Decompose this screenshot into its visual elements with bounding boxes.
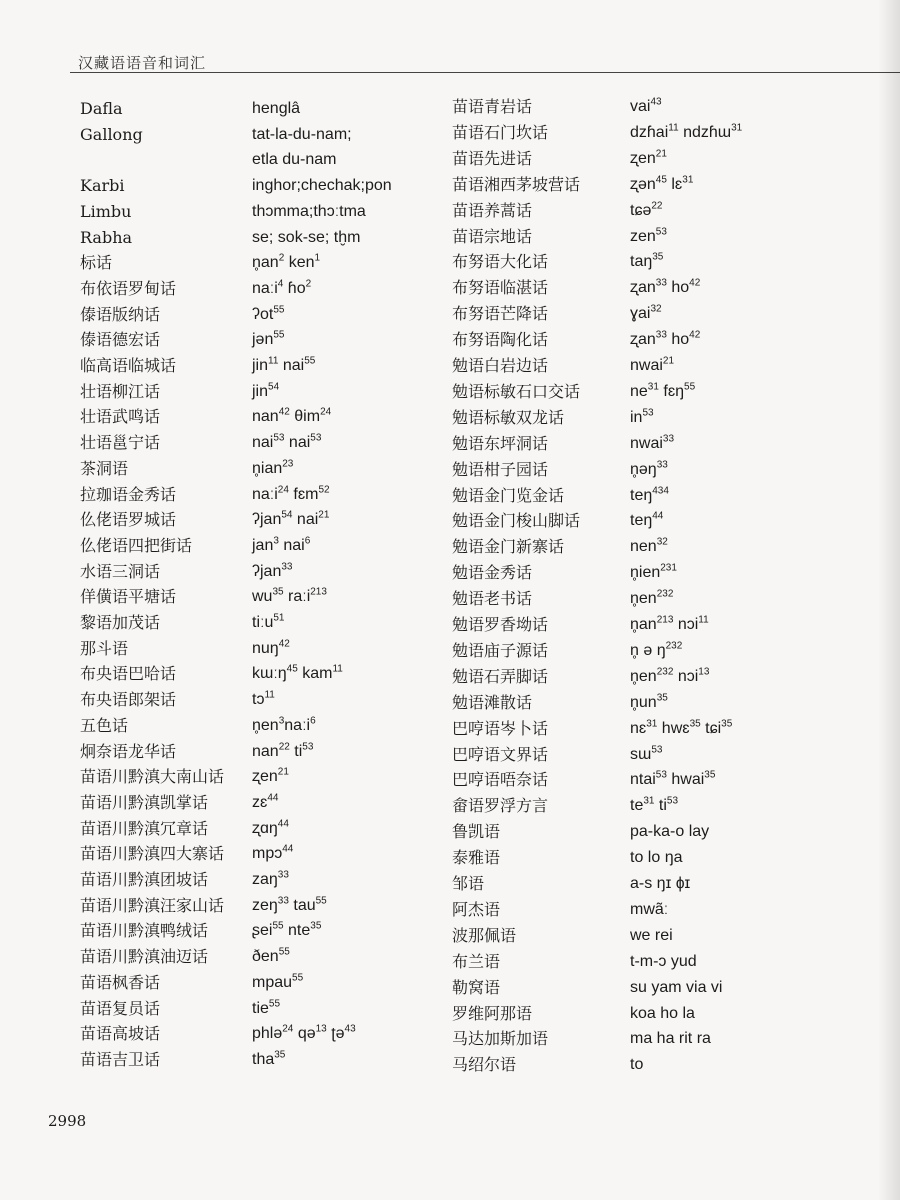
language-name: 勉语金门梭山脚话 xyxy=(452,511,581,531)
language-name: 马绍尔语 xyxy=(452,1055,517,1075)
word-form: $n̥an^2$ ken$^1$ xyxy=(252,252,321,272)
word-form: $te^{31}$ $ti^{53}$ xyxy=(630,795,679,815)
word-form: we rei xyxy=(630,926,673,944)
word-form: nwai$^{33}$ xyxy=(630,433,675,452)
language-name: 临高语临城话 xyxy=(80,356,177,375)
language-name: 波那佩语 xyxy=(452,925,517,945)
language-name: 苗语青岩话 xyxy=(452,97,533,116)
word-form: n̥əŋ$^{33}$ xyxy=(630,459,668,478)
word-form: su yam via vi xyxy=(630,978,723,996)
word-form: mpau$^{55}$ xyxy=(252,972,304,991)
page-edge-shadow xyxy=(878,0,900,1200)
language-name: 勉语东坪洞话 xyxy=(452,433,549,453)
word-form: naːi$^{24}$ fɛm$^{52}$ xyxy=(252,484,330,503)
language-name: 布央语郎架话 xyxy=(80,690,177,710)
language-name: 勉语滩散话 xyxy=(452,692,533,712)
word-form: nuŋ$^{42}$ xyxy=(252,638,290,657)
language-name: 仫佬语罗城话 xyxy=(80,510,177,530)
word-form: ma ha rit ra xyxy=(630,1030,711,1048)
language-name: 傣语版纳话 xyxy=(80,304,161,324)
language-name: 勉语罗香坳话 xyxy=(452,615,549,634)
word-form: tat-la-du-nam; xyxy=(252,125,352,143)
page-number: 2998 xyxy=(48,1112,87,1130)
language-name: 苗语养蒿话 xyxy=(452,200,533,220)
language-name: 布努语陶化话 xyxy=(452,330,549,350)
word-form: tɕə$^{22}$ xyxy=(630,200,663,219)
language-name: 布努语临湛话 xyxy=(452,278,549,298)
language-name: 勉语白岩边话 xyxy=(452,356,549,375)
language-name: 勉语石弄脚话 xyxy=(452,666,549,686)
word-form: ʐen$^{21}$ xyxy=(630,148,667,167)
language-name: 勉语老书话 xyxy=(452,589,533,609)
language-name: 勉语金门览金话 xyxy=(452,485,565,505)
word-form: etla du-nam xyxy=(252,151,337,169)
language-name: 苗语石门坎话 xyxy=(452,122,549,142)
word-form: ʔjan$^{54}$ nai$^{21}$ xyxy=(252,509,330,529)
language-name: 苗语川黔滇汪家山话 xyxy=(80,895,225,915)
word-form: henglâ xyxy=(252,100,301,117)
word-form: $n̥en^3naːi^6$ xyxy=(252,715,316,734)
word-form: zeŋ$^{33}$ tau$^{55}$ xyxy=(252,895,327,914)
header-rule xyxy=(70,72,900,73)
word-form: to xyxy=(630,1056,644,1074)
word-form: jan$^3$ nai$^6$ xyxy=(252,535,311,554)
language-name: 巴哼语文界话 xyxy=(452,744,549,764)
running-header: 汉藏语语音和词汇 xyxy=(78,54,207,72)
word-form: ʔot$^{55}$ xyxy=(252,304,285,323)
language-name: 布央语巴哈话 xyxy=(80,664,177,684)
word-form: thɔmma;thɔːtma xyxy=(252,202,366,220)
word-form: $in^{53}$ xyxy=(630,407,654,426)
word-form: jin$^{54}$ xyxy=(252,381,280,400)
language-name: 壮语柳江话 xyxy=(80,381,161,401)
language-name: 苗语吉卫话 xyxy=(80,1049,161,1069)
language-name: 那斗语 xyxy=(80,638,129,658)
language-name: 壮语邕宁话 xyxy=(80,433,161,453)
language-name: 黎语加茂话 xyxy=(80,613,161,632)
word-form: ʐɑŋ$^{44}$ xyxy=(252,818,289,837)
language-name: 苗语川黔滇鸭绒话 xyxy=(80,921,209,941)
word-form: nan$^{42}$ θim$^{24}$ xyxy=(252,407,332,426)
language-name: 苗语高坡话 xyxy=(80,1024,161,1044)
language-name: 罗维阿那语 xyxy=(452,1003,533,1023)
word-form: teŋ$^{44}$ xyxy=(630,511,664,530)
word-form: $n̥en^{232}$ nɔi$^{13}$ xyxy=(630,666,710,685)
word-form: $wu^{35}$ raːi$^{213}$ xyxy=(252,586,327,606)
word-form: ʔjan$^{33}$ xyxy=(252,561,293,580)
word-form: t-m-ɔ yud xyxy=(630,952,697,970)
word-form: $n̥un^{35}$ xyxy=(630,692,668,711)
language-name: 泰雅语 xyxy=(452,848,501,868)
word-form: zaŋ$^{33}$ xyxy=(252,869,289,888)
word-form: n̥ien$^{231}$ xyxy=(630,562,677,582)
word-form: jin$^{11}$ nai$^{55}$ xyxy=(252,355,316,374)
language-name: 拉珈语金秀话 xyxy=(80,484,177,504)
word-form: $n̥an^{213}$ nɔi$^{11}$ xyxy=(630,614,709,633)
language-name: 勉语金秀话 xyxy=(452,563,533,583)
language-name: 标话 xyxy=(80,253,113,273)
language-name: Limbu xyxy=(80,201,132,221)
word-form: ðen$^{55}$ xyxy=(252,946,290,966)
language-name: 壮语武鸣话 xyxy=(80,407,161,427)
language-name: 勉语庙子源话 xyxy=(452,640,549,660)
word-form: nwai$^{21}$ xyxy=(630,355,675,374)
language-name: 苗语宗地话 xyxy=(452,226,533,246)
language-name: 苗语川黔滇大南山话 xyxy=(80,767,225,787)
word-form: pa-ka-o lay xyxy=(630,823,710,841)
language-name: 鲁凯语 xyxy=(452,822,501,842)
word-form: ntai$^{53}$ hwai$^{35}$ xyxy=(630,770,716,789)
word-form: n̥ ə $ŋ^{232}$ xyxy=(630,640,683,659)
language-name: Dafla xyxy=(80,99,123,118)
word-form: zɛ$^{44}$ xyxy=(252,792,279,811)
word-form: tiːu$^{51}$ xyxy=(252,612,285,631)
language-name: 傣语德宏话 xyxy=(80,330,161,350)
word-form: ʂei$^{55}$ nte$^{35}$ xyxy=(252,921,322,940)
word-form: taŋ$^{35}$ xyxy=(630,252,664,271)
word-form: ɣai$^{32}$ xyxy=(630,303,662,323)
word-form: tɔ$^{11}$ xyxy=(252,689,275,709)
word-form: ʐen$^{21}$ xyxy=(252,766,289,786)
word-form: tie$^{55}$ xyxy=(252,998,281,1017)
language-name: Rabha xyxy=(80,227,133,247)
language-name: 苗语川黔滇团坡话 xyxy=(80,870,209,889)
word-form: vai$^{43}$ xyxy=(630,96,662,115)
word-form: ʐan$^{33}$ $ho^{42}$ xyxy=(630,329,701,349)
word-form: jən$^{55}$ xyxy=(252,329,285,349)
language-name: 苗语川黔滇四大寨话 xyxy=(80,844,225,864)
word-form: nai$^{53}$ nai$^{53}$ xyxy=(252,432,322,452)
language-name: 五色话 xyxy=(80,715,129,735)
language-name: 仫佬语四把街话 xyxy=(80,535,193,555)
language-name: 畲语罗浮方言 xyxy=(452,796,549,816)
word-form: n̥ian$^{23}$ xyxy=(252,458,294,477)
language-name: 布努语大化话 xyxy=(452,252,549,272)
language-name: 勉语标敏双龙话 xyxy=(452,407,565,427)
word-form: zen$^{53}$ xyxy=(630,226,667,245)
language-name: 巴哼语唔奈话 xyxy=(452,770,549,790)
language-name: 苗语川黔滇冗章话 xyxy=(80,818,209,838)
word-form: nan$^{22}$ $ti^{53}$ xyxy=(252,741,314,760)
language-name: 勒窝语 xyxy=(452,977,501,997)
language-name: Karbi xyxy=(80,176,125,196)
language-name: 苗语先进话 xyxy=(452,148,533,168)
language-name: 佯僙语平塘话 xyxy=(80,587,177,607)
language-name: 勉语金门新寨话 xyxy=(452,537,565,557)
language-name: 巴哼语岑卜话 xyxy=(452,718,549,738)
language-name: 苗语川黔滇凯掌话 xyxy=(80,792,209,812)
word-form: naːi$^4$ ɦo$^2$ xyxy=(252,278,312,297)
word-form: inghor;chechak;pon xyxy=(252,177,392,195)
language-name: 布兰语 xyxy=(452,951,501,971)
language-name: 勉语柑子园话 xyxy=(452,459,549,479)
word-form: dzɦai$^{11}$ ndzɦɯ$^{31}$ xyxy=(630,122,743,141)
language-name: 苗语川黔滇油迈话 xyxy=(80,947,209,967)
word-form: koa ho la xyxy=(630,1004,695,1022)
word-form: nen$^{32}$ xyxy=(630,536,668,556)
word-form: teŋ$^{434}$ xyxy=(630,485,669,504)
language-name: 苗语枫香话 xyxy=(80,972,161,992)
word-form: ʐan$^{33}$ $ho^{42}$ xyxy=(630,277,701,297)
word-form: kɯːŋ$^{45}$ kam$^{11}$ xyxy=(252,664,343,683)
word-form: nɛ$^{31}$ hwɛ$^{35}$ tɕi$^{35}$ xyxy=(630,718,733,737)
language-name: 水语三洞话 xyxy=(80,561,161,581)
language-name: 布努语芒降话 xyxy=(452,304,549,324)
word-form: sɯ$^{53}$ xyxy=(630,744,663,763)
word-form: a-s ŋɪ ɸɪ xyxy=(630,875,691,892)
language-name: 苗语湘西茅坡营话 xyxy=(452,174,581,194)
language-name: 茶洞语 xyxy=(80,458,129,478)
language-name: 马达加斯加语 xyxy=(452,1029,549,1049)
language-name: Gallong xyxy=(80,124,143,144)
word-form: phlə$^{24}$ qə$^{13}$ ʈə$^{43}$ xyxy=(252,1023,356,1043)
language-name: 勉语标敏石口交话 xyxy=(452,381,581,401)
language-name: 邹语 xyxy=(452,874,485,893)
language-name: 布依语罗甸话 xyxy=(80,278,177,298)
language-name: 炯奈语龙华话 xyxy=(80,741,177,761)
word-form: se; sok-se; tḫm xyxy=(252,228,361,246)
word-form: $ne^{31}$ fɛŋ$^{55}$ xyxy=(630,381,696,400)
word-form: ʐən$^{45}$ lɛ$^{31}$ xyxy=(630,174,694,193)
word-form: to lo ŋa xyxy=(630,849,683,867)
word-form: mwãː xyxy=(630,900,669,918)
language-name: 苗语复员话 xyxy=(80,998,161,1018)
language-name: 阿杰语 xyxy=(452,899,501,919)
word-form: $n̥en^{232}$ xyxy=(630,588,674,608)
word-form: tha$^{35}$ xyxy=(252,1049,286,1068)
word-form: mpɔ$^{44}$ xyxy=(252,843,294,863)
